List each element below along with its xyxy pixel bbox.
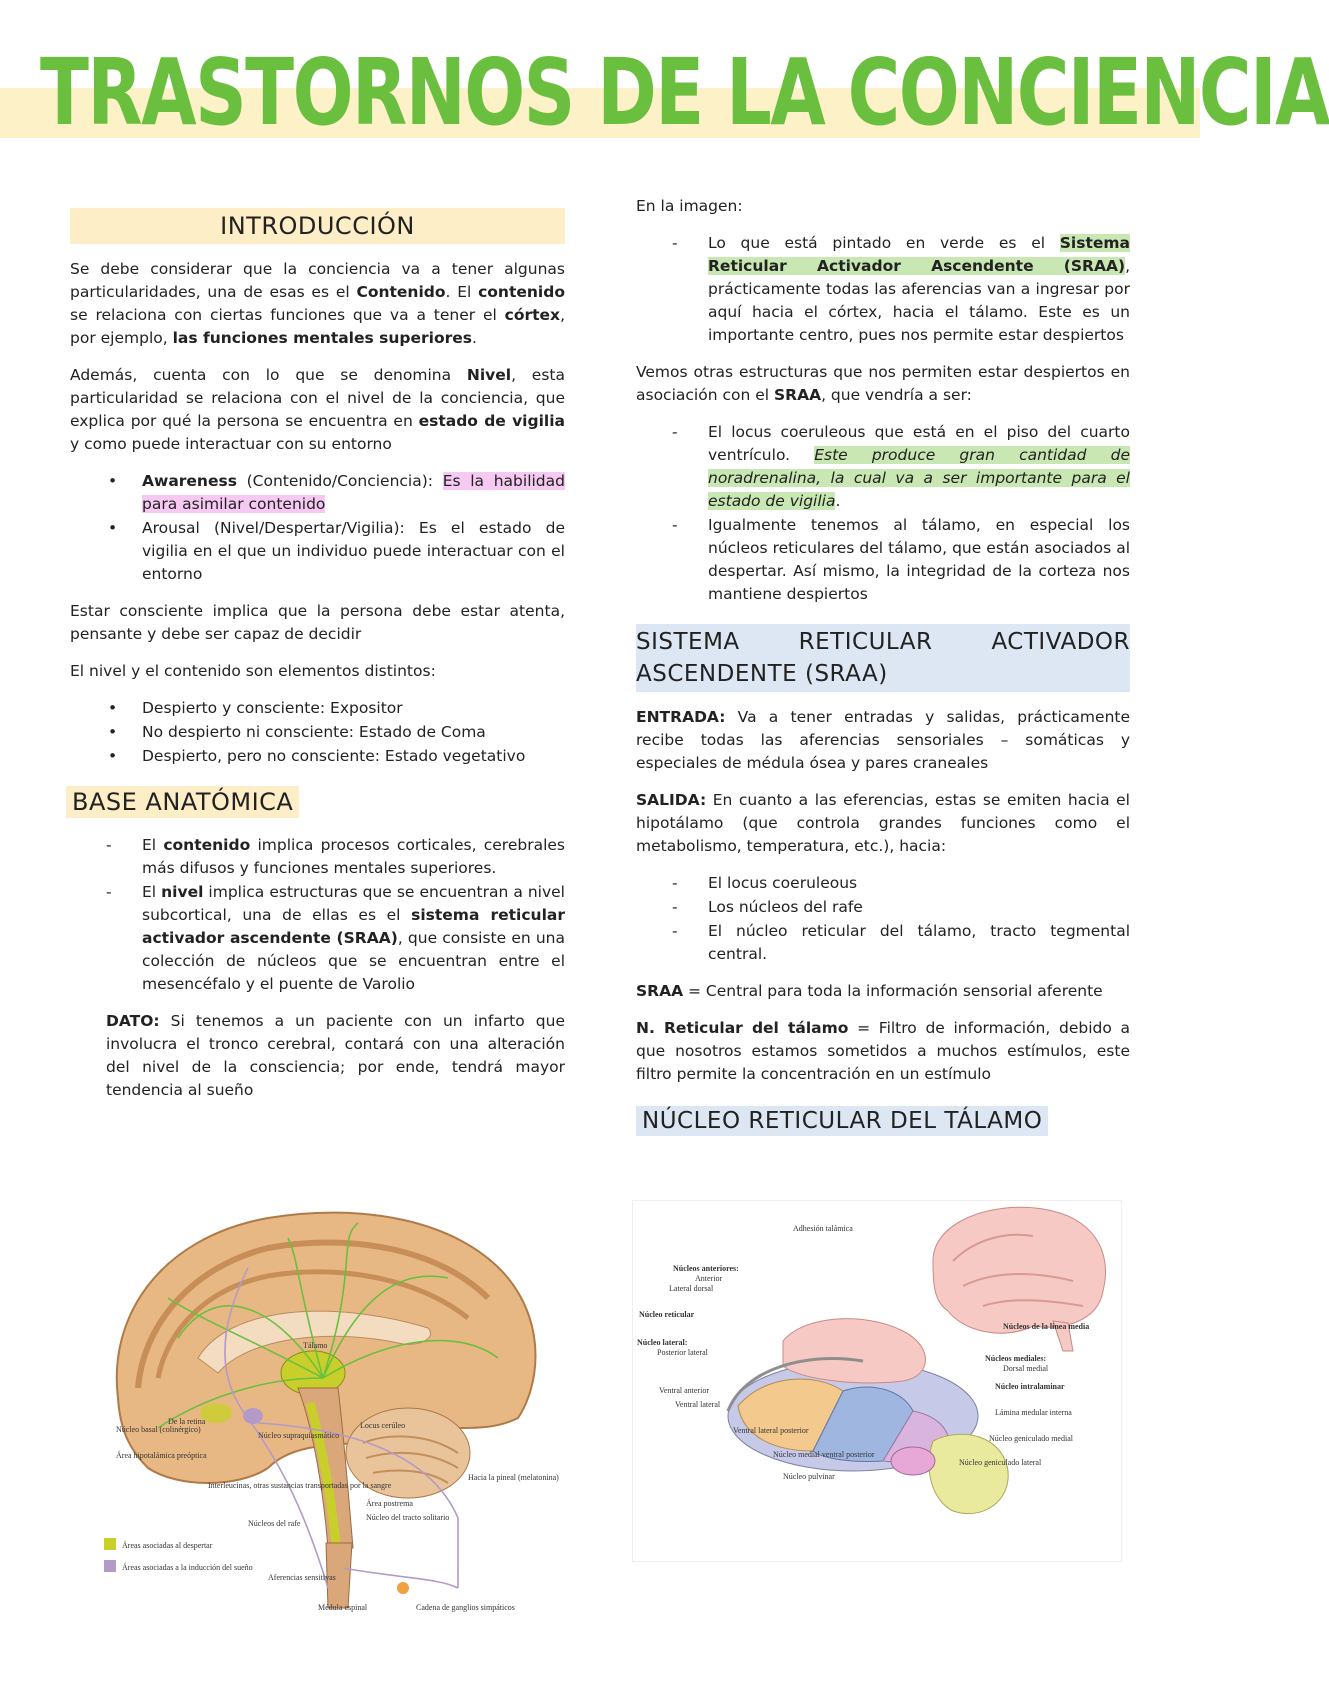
list-item: - El núcleo reticular del tálamo, tracto tegmental central. [636, 920, 1130, 966]
brain-sagittal-figure [98, 1188, 565, 1616]
intro-paragraph-4: El nivel y el contenido son elementos distintos: [70, 662, 436, 680]
structures-list [636, 421, 1130, 606]
brain-sagittal-illustration [98, 1188, 565, 1616]
label-locus: Locus cerúleo [360, 1421, 406, 1430]
label-ganglios: Cadena de ganglios simpáticos [416, 1603, 515, 1612]
awareness-arousal-list [70, 470, 565, 586]
label-postrema: Área postrema [366, 1499, 413, 1508]
label-aferencias: Aferencias sensitivas [268, 1573, 336, 1582]
legend-swatch-despertar [104, 1538, 116, 1550]
dato-paragraph: DATO: Si tenemos a un paciente con un infarto que involucra el tronco cerebral, contará con una alteración del nivel de la consciencia; por ende, tendrá mayor tendencia al sueño [106, 1012, 565, 1099]
legend-sueno: Áreas asociadas a la inducción del sueño [122, 1563, 253, 1572]
salida-paragraph: SALIDA: En cuanto a las eferencias, estas se emiten hacia el hipotálamo (que controla grandes funciones como el metabolismo, temperatura, etc.), hacia: [636, 791, 1130, 855]
label-interleucinas: Interleucinas, otras sustancias transportadas por la sangre [208, 1481, 392, 1490]
right-column [636, 195, 1130, 1148]
label-lateral: Núcleo lateral: [637, 1338, 688, 1347]
label-adhesion: Adhesión talámica [793, 1224, 853, 1233]
label-ventral-lateral: Ventral lateral [675, 1400, 721, 1409]
intro-paragraph-3: Estar consciente implica que la persona debe estar atenta, pensante y debe ser capaz de decidir [70, 602, 565, 643]
thalamus-nuclei-figure [632, 1200, 1122, 1562]
label-pineal: Hacia la pineal (melatonina) [468, 1473, 559, 1482]
imagen-paragraph-2: Vemos otras estructuras que nos permiten estar despiertos en asociación con el SRAA, que vendría a ser: [636, 363, 1130, 404]
label-mediales: Núcleos mediales: [985, 1354, 1047, 1363]
intro-heading: INTRODUCCIÓN [70, 208, 565, 244]
label-anterior: Anterior [695, 1274, 723, 1283]
intro-paragraph-1: Se debe considerar que la conciencia va a tener algunas particularidades, una de esas es el Contenido. El contenido se relaciona con ciertas funciones que va a tener el córtex, por ejemplo, las funciones mentales superiores. [70, 260, 565, 347]
label-medula: Médula espinal [318, 1603, 368, 1612]
label-lamina: Lámina medular interna [995, 1408, 1072, 1417]
list-item-locus: - El locus coeruleous que está en el piso del cuarto ventrículo. Este produce gran cantidad de noradrenalina, la cual va a ser importante para el estado de vigilia. [636, 421, 1130, 513]
list-item-nivel: - El nivel implica estructuras que se encuentran a nivel subcortical, una de ellas es el sistema reticular activador ascendente (SRAA), que consiste en una colección de núcleos que se encuentran entre el mesencéfalo y el puente de Varolio [70, 881, 565, 996]
label-nucleo-basal: Núcleo basal (colinérgico) [116, 1425, 201, 1434]
label-rafe: Núcleos del rafe [248, 1519, 301, 1528]
list-item-arousal: • Arousal (Nivel/Despertar/Vigilia): Es el estado de vigilia en el que un individuo puede interactuar con el entorno [70, 517, 565, 586]
label-retina: De la retina [168, 1417, 206, 1426]
central-paragraph: SRAA = Central para toda la información sensorial aferente [636, 982, 1103, 1000]
list-item: • Despierto y consciente: Expositor [70, 697, 565, 720]
list-item: - El locus coeruleous [636, 872, 1130, 895]
base-list [70, 834, 565, 996]
list-item: • Despierto, pero no consciente: Estado vegetativo [70, 745, 565, 768]
legend-swatch-sueno [104, 1560, 116, 1572]
imagen-list [636, 232, 1130, 347]
label-pulvinar: Núcleo pulvinar [783, 1472, 835, 1481]
nucleo-heading: NÚCLEO RETICULAR DEL TÁLAMO [636, 1106, 1048, 1136]
label-talamo: Tálamo [303, 1341, 328, 1350]
label-intralaminar: Núcleo intralaminar [995, 1382, 1065, 1391]
label-reticular: Núcleo reticular [639, 1310, 695, 1319]
label-linea-media: Núcleos de la línea media [1003, 1322, 1090, 1331]
entrada-paragraph: ENTRADA: Va a tener entradas y salidas, prácticamente recibe todas las aferencias sensoriales – somáticas y especiales de médula ósea y pares craneales [636, 708, 1130, 772]
list-item-sraa: - Lo que está pintado en verde es el Sistema Reticular Activador Ascendente (SRAA), prácticamente todas las aferencias van a ingresar por aquí hacia el córtex, hacia el tálamo. Este es un importante centro, pues nos permite estar despiertos [636, 232, 1130, 347]
label-lateral-dorsal: Lateral dorsal [669, 1284, 714, 1293]
filtro-paragraph: N. Reticular del tálamo = Filtro de información, debido a que nosotros estamos sometidos a muchos estímulos, este filtro permite la concentración en un estímulo [636, 1019, 1130, 1083]
list-item: • No despierto ni consciente: Estado de Coma [70, 721, 565, 744]
label-dorsal-medial: Dorsal medial [1003, 1364, 1049, 1373]
imagen-intro: En la imagen: [636, 197, 743, 215]
label-gen-medial: Núcleo geniculado medial [989, 1434, 1073, 1443]
label-medial-ventral: Núcleo medial ventral posterior [773, 1450, 875, 1459]
page-title: TRASTORNOS DE LA CONCIENCIA [40, 39, 1329, 146]
legend-despertar: Áreas asociadas al despertar [122, 1541, 213, 1550]
label-gen-lateral: Núcleo geniculado lateral [959, 1458, 1042, 1467]
sraa-heading: SISTEMA RETICULAR ACTIVADOR ASCENDENTE (SRAA) [636, 624, 1130, 692]
label-posterior-lateral: Posterior lateral [657, 1348, 708, 1357]
list-item: - Los núcleos del rafe [636, 896, 1130, 919]
list-item-contenido: - El contenido implica procesos corticales, cerebrales más difusos y funciones mentales superiores. [70, 834, 565, 880]
states-list [70, 697, 565, 768]
base-anatomica-heading: BASE ANATÓMICA [66, 786, 299, 818]
label-ventral-lateral-posterior: Ventral lateral posterior [733, 1426, 809, 1435]
left-column [70, 190, 565, 1116]
thalamus-illustration [633, 1201, 1121, 1561]
list-item-awareness: • Awareness (Contenido/Conciencia): Es la habilidad para asimilar contenido [70, 470, 565, 516]
salida-list [636, 872, 1130, 966]
label-anteriores: Núcleos anteriores: [673, 1264, 739, 1273]
intro-paragraph-2: Además, cuenta con lo que se denomina Nivel, esta particularidad se relaciona con el nivel de la conciencia, que explica por qué la persona se encuentra en estado de vigilia y como puede interactuar con su entorno [70, 366, 565, 453]
label-tracto-solitario: Núcleo del tracto solitario [366, 1513, 450, 1522]
label-supraquiasmatico: Núcleo supraquiasmático [258, 1431, 340, 1440]
label-ventral-anterior: Ventral anterior [659, 1386, 709, 1395]
list-item-talamo: - Igualmente tenemos al tálamo, en especial los núcleos reticulares del tálamo, que están asociados al despertar. Así mismo, la integridad de la corteza nos mantiene despiertos [636, 514, 1130, 606]
label-hipotalamica: Área hipotalámica preóptica [116, 1451, 207, 1460]
